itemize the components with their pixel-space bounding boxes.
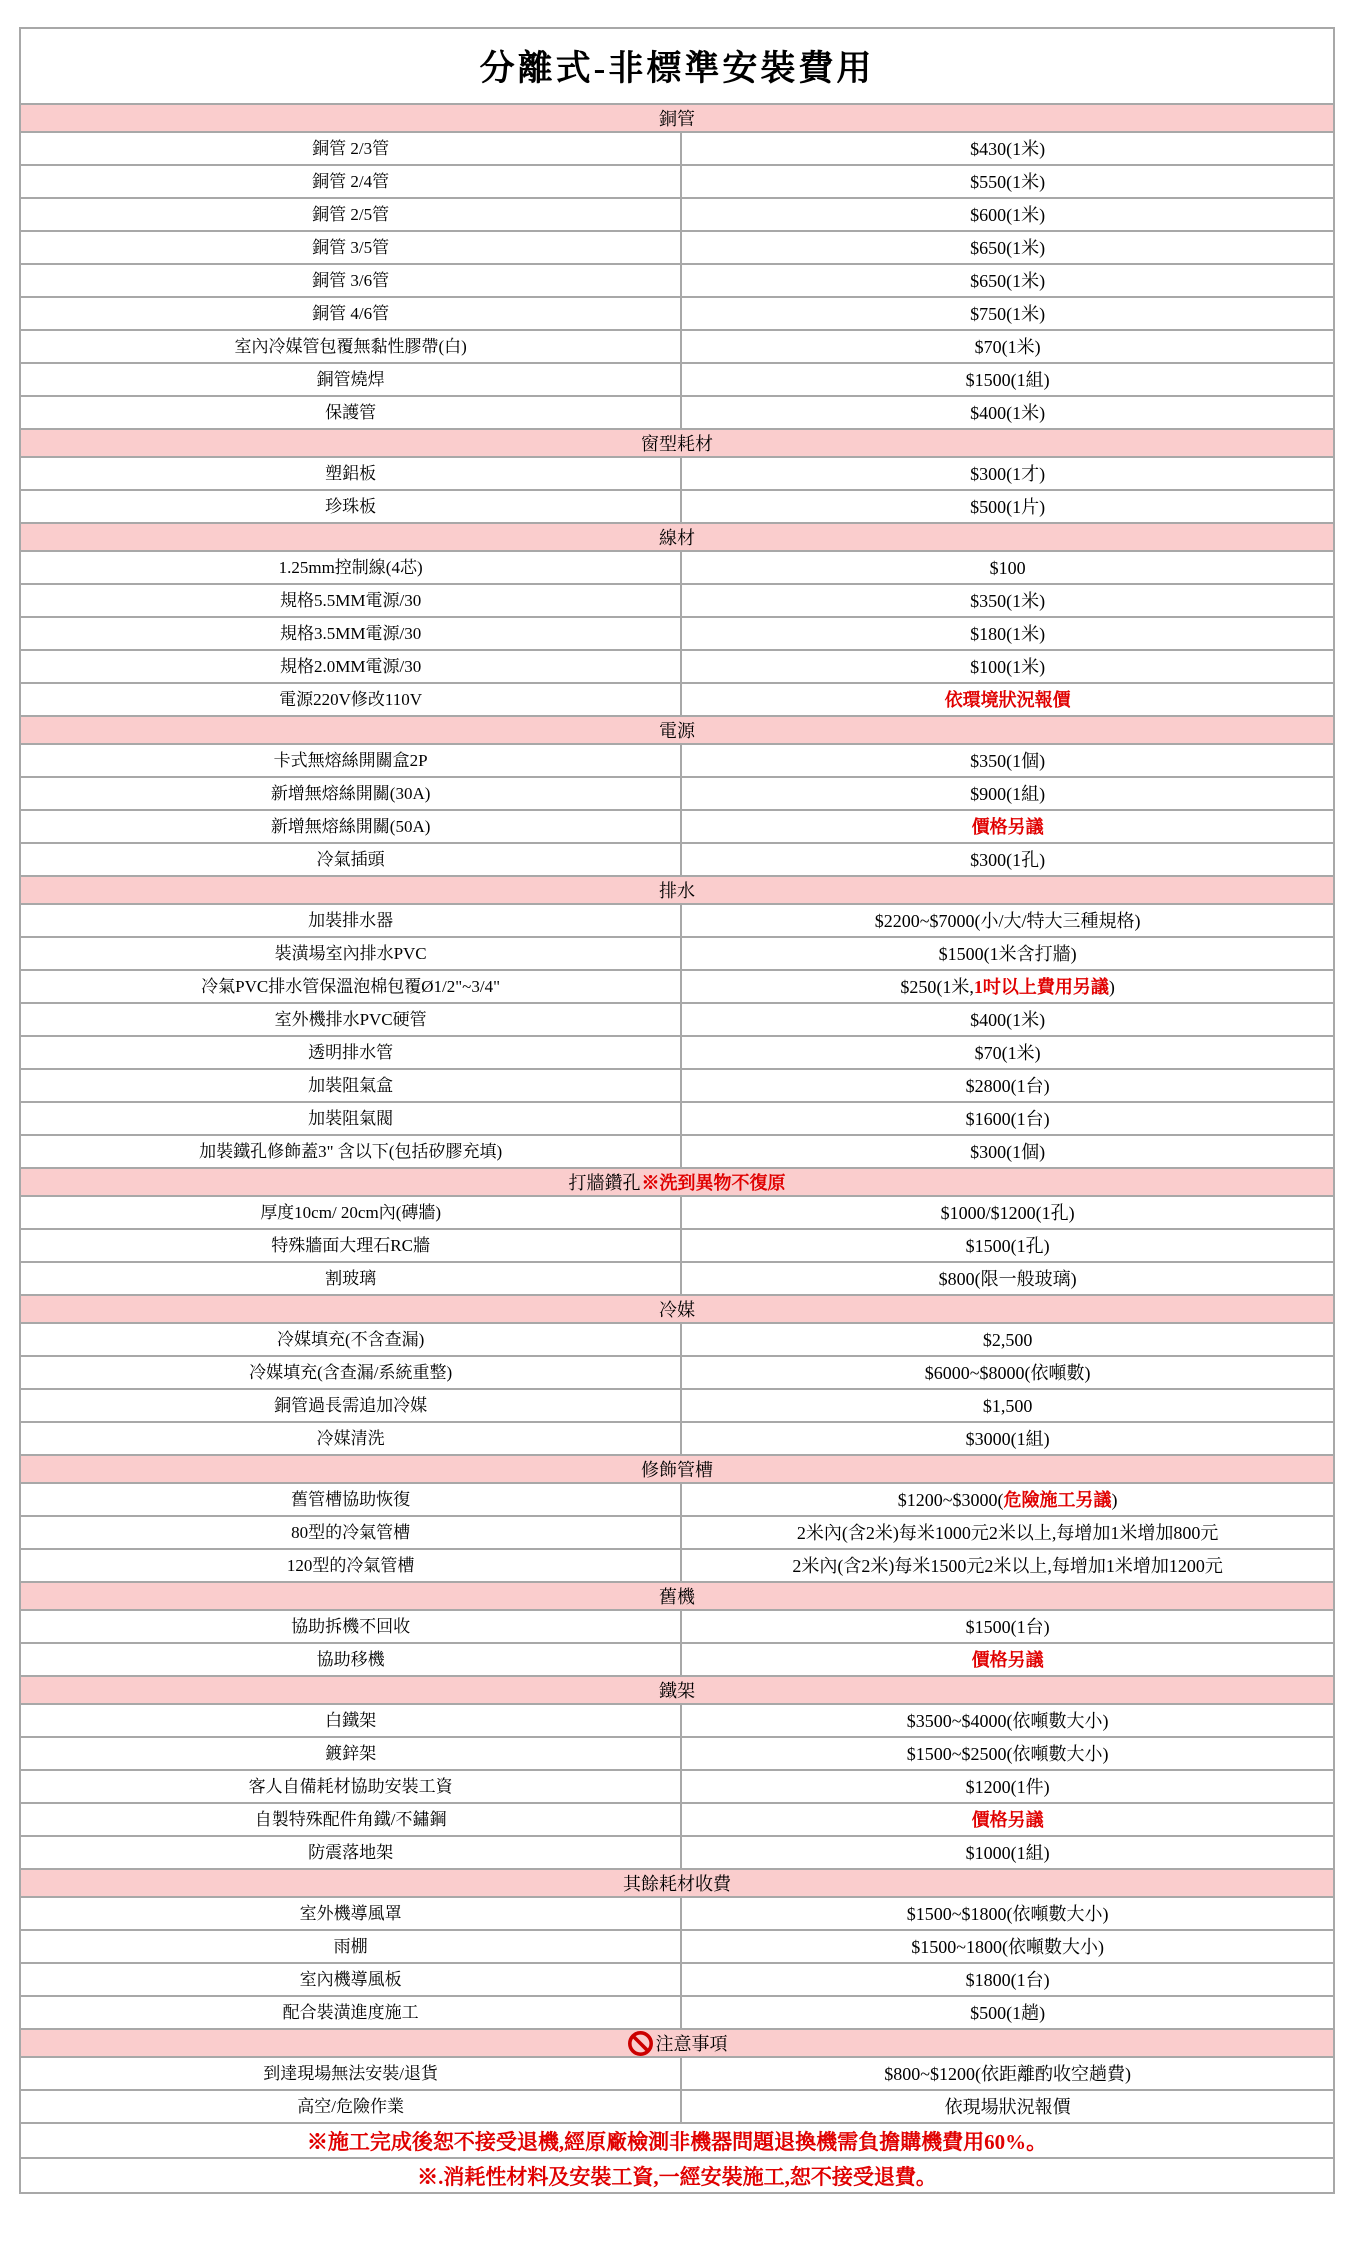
item-text: 銅管 3/6管 bbox=[312, 271, 390, 290]
item-text: 銅管過長需追加冷媒 bbox=[274, 1396, 428, 1415]
table-row bbox=[21, 458, 1333, 491]
price-cell bbox=[682, 232, 1333, 263]
price-text: $1500~$1800(依噸數大小) bbox=[906, 1903, 1109, 1924]
price-cell bbox=[682, 1103, 1333, 1134]
table-row bbox=[21, 1136, 1333, 1169]
price-cell bbox=[682, 651, 1333, 682]
item-text: 塑鋁板 bbox=[325, 464, 377, 483]
price-red-text: 價格另議 bbox=[971, 816, 1044, 837]
section-header bbox=[21, 430, 1333, 458]
section-header-text: 其餘耗材收費 bbox=[623, 1874, 731, 1894]
item-text: 客人自備耗材協助安裝工資 bbox=[248, 1777, 453, 1796]
item-cell bbox=[21, 1611, 682, 1642]
price-text: $1500(1台) bbox=[965, 1616, 1050, 1637]
price-cell bbox=[682, 1550, 1333, 1581]
price-text: $430(1米) bbox=[970, 138, 1046, 159]
table-row bbox=[21, 1070, 1333, 1103]
table-row bbox=[21, 1964, 1333, 1997]
item-text: 銅管燒焊 bbox=[316, 370, 385, 389]
price-text: $800(限一般玻璃) bbox=[938, 1268, 1077, 1289]
fee-table bbox=[19, 27, 1335, 2194]
item-cell bbox=[21, 1644, 682, 1675]
item-cell bbox=[21, 265, 682, 296]
table-row bbox=[21, 397, 1333, 430]
price-text: $1200(1件) bbox=[965, 1776, 1050, 1797]
price-text: $1800(1台) bbox=[965, 1969, 1050, 1990]
item-cell bbox=[21, 1136, 682, 1167]
item-cell bbox=[21, 458, 682, 489]
item-cell bbox=[21, 331, 682, 362]
table-row bbox=[21, 1037, 1333, 1070]
price-text: $2200~$7000(小/大/特大三種規格) bbox=[874, 910, 1141, 931]
item-cell bbox=[21, 811, 682, 842]
item-cell bbox=[21, 1550, 682, 1581]
price-cell bbox=[682, 298, 1333, 329]
item-text: 協助拆機不回收 bbox=[291, 1617, 411, 1636]
table-row bbox=[21, 1390, 1333, 1423]
price-cell bbox=[682, 1230, 1333, 1261]
price-cell bbox=[682, 1517, 1333, 1548]
section-header-text: 修飾管槽 bbox=[641, 1460, 713, 1480]
price-text: $1000/$1200(1孔) bbox=[940, 1202, 1075, 1223]
item-text: 銅管 4/6管 bbox=[312, 304, 390, 323]
price-cell bbox=[682, 844, 1333, 875]
item-cell bbox=[21, 778, 682, 809]
price-cell bbox=[682, 1263, 1333, 1294]
table-row bbox=[21, 491, 1333, 524]
item-text: 規格2.0MM電源/30 bbox=[280, 657, 422, 676]
price-cell bbox=[682, 618, 1333, 649]
item-cell bbox=[21, 1357, 682, 1388]
price-text: $600(1米) bbox=[970, 204, 1046, 225]
table-row bbox=[21, 1611, 1333, 1644]
section-header-text: 鐵架 bbox=[659, 1681, 695, 1701]
table-row bbox=[21, 1997, 1333, 2030]
price-cell bbox=[682, 1423, 1333, 1454]
price-cell bbox=[682, 1390, 1333, 1421]
item-cell bbox=[21, 1837, 682, 1868]
item-text: 加裝鐵孔修飾蓋3" 含以下(包括矽膠充填) bbox=[199, 1142, 503, 1161]
price-text: 2米內(含2米)每米1000元2米以上,每增加1米增加800元 bbox=[796, 1522, 1219, 1543]
section-header-text: 舊機 bbox=[659, 1587, 695, 1607]
price-text: $650(1米) bbox=[970, 270, 1046, 291]
item-text: 配合裝潢進度施工 bbox=[282, 2003, 419, 2022]
item-text: 冷媒填充(不含查漏) bbox=[276, 1330, 425, 1349]
table-row bbox=[21, 1804, 1333, 1837]
price-cell bbox=[682, 938, 1333, 969]
price-cell bbox=[682, 1804, 1333, 1835]
item-cell bbox=[21, 1423, 682, 1454]
item-cell bbox=[21, 1037, 682, 1068]
table-row bbox=[21, 684, 1333, 717]
price-text: $300(1個) bbox=[970, 1141, 1046, 1162]
price-text: $800~$1200(依距離酌收空趟費) bbox=[884, 2063, 1131, 2084]
section-header-text: 線材 bbox=[659, 528, 695, 548]
price-cell bbox=[682, 1484, 1333, 1515]
item-cell bbox=[21, 364, 682, 395]
price-text: $1200~$3000( bbox=[897, 1489, 1004, 1510]
price-text: $300(1才) bbox=[970, 463, 1046, 484]
price-text: $70(1米) bbox=[974, 336, 1041, 357]
note-red-text: ※施工完成後恕不接受退機,經原廠檢測非機器問題退換機需負擔購機費用60%。 bbox=[306, 2129, 1048, 2154]
price-cell bbox=[682, 1136, 1333, 1167]
section-header bbox=[21, 105, 1333, 133]
price-cell bbox=[682, 397, 1333, 428]
table-row bbox=[21, 1423, 1333, 1456]
item-text: 厚度10cm/ 20cm內(磚牆) bbox=[260, 1203, 442, 1222]
price-red-text: 1吋以上費用另議 bbox=[973, 976, 1109, 997]
section-header-text: 打牆鑽孔 bbox=[568, 1173, 641, 1193]
price-cell bbox=[682, 2091, 1333, 2122]
item-text: 新增無熔絲開關(50A) bbox=[270, 817, 431, 836]
price-red-text: 價格另議 bbox=[971, 1649, 1044, 1670]
item-text: 1.25mm控制線(4芯) bbox=[278, 558, 423, 577]
price-text: 2米內(含2米)每米1500元2米以上,每增加1米增加1200元 bbox=[792, 1555, 1223, 1576]
table-row bbox=[21, 905, 1333, 938]
price-cell bbox=[682, 552, 1333, 583]
section-header bbox=[21, 2030, 1333, 2058]
item-text: 珍珠板 bbox=[325, 497, 377, 516]
price-text: $1,500 bbox=[982, 1395, 1033, 1416]
item-text: 高空/危險作業 bbox=[297, 2097, 404, 2116]
item-cell bbox=[21, 905, 682, 936]
table-row bbox=[21, 1103, 1333, 1136]
table-row bbox=[21, 298, 1333, 331]
item-cell bbox=[21, 1898, 682, 1929]
item-cell bbox=[21, 1230, 682, 1261]
price-cell bbox=[682, 1738, 1333, 1769]
price-text: $300(1孔) bbox=[970, 849, 1046, 870]
table-row bbox=[21, 1517, 1333, 1550]
section-header bbox=[21, 717, 1333, 745]
price-text: $6000~$8000(依噸數) bbox=[924, 1362, 1091, 1383]
table-row bbox=[21, 1197, 1333, 1230]
item-cell bbox=[21, 133, 682, 164]
item-text: 新增無熔絲開關(30A) bbox=[270, 784, 431, 803]
price-text: $400(1米) bbox=[970, 402, 1046, 423]
price-text: ) bbox=[1111, 1489, 1118, 1510]
price-red-text: 價格另議 bbox=[971, 1809, 1044, 1830]
item-text: 白鐵架 bbox=[325, 1711, 377, 1730]
price-text: $3000(1組) bbox=[965, 1428, 1050, 1449]
section-header-text: 排水 bbox=[659, 881, 695, 901]
price-cell bbox=[682, 905, 1333, 936]
table-row bbox=[21, 1484, 1333, 1517]
item-cell bbox=[21, 1771, 682, 1802]
price-cell bbox=[682, 199, 1333, 230]
price-cell bbox=[682, 1004, 1333, 1035]
item-cell bbox=[21, 1263, 682, 1294]
table-row bbox=[21, 232, 1333, 265]
price-text: $1000(1組) bbox=[965, 1842, 1050, 1863]
table-row bbox=[21, 1644, 1333, 1677]
item-cell bbox=[21, 2058, 682, 2089]
item-text: 透明排水管 bbox=[308, 1043, 394, 1062]
item-text: 規格3.5MM電源/30 bbox=[280, 624, 422, 643]
item-cell bbox=[21, 2091, 682, 2122]
table-row bbox=[21, 199, 1333, 232]
price-cell bbox=[682, 1837, 1333, 1868]
item-text: 加裝阻氣閥 bbox=[308, 1109, 394, 1128]
price-cell bbox=[682, 1705, 1333, 1736]
price-text: $650(1米) bbox=[970, 237, 1046, 258]
price-cell bbox=[682, 166, 1333, 197]
item-text: 舊管槽協助恢復 bbox=[291, 1490, 411, 1509]
item-text: 室外機導風罩 bbox=[299, 1904, 402, 1923]
table-row bbox=[21, 745, 1333, 778]
item-cell bbox=[21, 1197, 682, 1228]
note-red-text: ※.消耗性材料及安裝工資,一經安裝施工,恕不接受退費。 bbox=[417, 2164, 937, 2189]
table-row bbox=[21, 1898, 1333, 1931]
item-cell bbox=[21, 1931, 682, 1962]
table-row bbox=[21, 1230, 1333, 1263]
price-text: $2,500 bbox=[982, 1329, 1033, 1350]
section-header bbox=[21, 877, 1333, 905]
item-text: 裝潢場室內排水PVC bbox=[274, 944, 427, 963]
item-text: 到達現場無法安裝/退貨 bbox=[263, 2064, 438, 2083]
item-text: 卡式無熔絲開關盒2P bbox=[273, 751, 428, 770]
page-title: 分離式-非標準安裝費用 bbox=[21, 29, 1333, 105]
item-text: 室內冷媒管包覆無黏性膠帶(白) bbox=[234, 337, 467, 356]
price-text: $250(1米, bbox=[900, 976, 974, 997]
item-cell bbox=[21, 1484, 682, 1515]
table-row bbox=[21, 2058, 1333, 2091]
table-row bbox=[21, 1324, 1333, 1357]
table-row bbox=[21, 133, 1333, 166]
table-row bbox=[21, 618, 1333, 651]
table-row bbox=[21, 811, 1333, 844]
table-row bbox=[21, 1837, 1333, 1870]
table-row bbox=[21, 1705, 1333, 1738]
price-cell bbox=[682, 1898, 1333, 1929]
table-row bbox=[21, 1550, 1333, 1583]
section-header-text: 窗型耗材 bbox=[641, 434, 713, 454]
price-cell bbox=[682, 1931, 1333, 1962]
price-cell bbox=[682, 133, 1333, 164]
price-text: $1500~1800(依噸數大小) bbox=[911, 1936, 1104, 1957]
item-cell bbox=[21, 1390, 682, 1421]
table-row bbox=[21, 1771, 1333, 1804]
price-text: $100(1米) bbox=[970, 656, 1046, 677]
price-text: 依現場狀況報價 bbox=[944, 2096, 1071, 2117]
item-cell bbox=[21, 1738, 682, 1769]
price-text: $70(1米) bbox=[974, 1042, 1041, 1063]
item-text: 室內機導風板 bbox=[299, 1970, 402, 1989]
price-cell bbox=[682, 585, 1333, 616]
item-text: 冷媒清洗 bbox=[316, 1429, 385, 1448]
price-cell bbox=[682, 265, 1333, 296]
item-text: 冷媒填充(含查漏/系統重整) bbox=[249, 1363, 453, 1382]
table-row bbox=[21, 1738, 1333, 1771]
section-header-text: 注意事項 bbox=[655, 2034, 728, 2054]
table-row bbox=[21, 651, 1333, 684]
price-text: $1500(1米含打牆) bbox=[938, 943, 1077, 964]
section-header bbox=[21, 1456, 1333, 1484]
price-cell bbox=[682, 1997, 1333, 2028]
table-row bbox=[21, 971, 1333, 1004]
item-cell bbox=[21, 1517, 682, 1548]
table-row bbox=[21, 265, 1333, 298]
note-row bbox=[21, 2124, 1333, 2159]
price-text: $100 bbox=[989, 557, 1026, 578]
price-cell bbox=[682, 811, 1333, 842]
item-cell bbox=[21, 199, 682, 230]
price-text: $500(1趟) bbox=[970, 2002, 1046, 2023]
price-cell bbox=[682, 1644, 1333, 1675]
item-cell bbox=[21, 1324, 682, 1355]
section-header bbox=[21, 1870, 1333, 1898]
item-cell bbox=[21, 938, 682, 969]
item-text: 冷氣PVC排水管保溫泡棉包覆Ø1/2"~3/4" bbox=[201, 977, 501, 996]
price-cell bbox=[682, 1197, 1333, 1228]
item-text: 銅管 3/5管 bbox=[312, 238, 390, 257]
item-cell bbox=[21, 1705, 682, 1736]
table-row bbox=[21, 552, 1333, 585]
item-cell bbox=[21, 1070, 682, 1101]
table-row bbox=[21, 1931, 1333, 1964]
item-text: 加裝阻氣盒 bbox=[308, 1076, 394, 1095]
item-cell bbox=[21, 684, 682, 715]
price-cell bbox=[682, 1771, 1333, 1802]
table-row bbox=[21, 1357, 1333, 1390]
price-cell bbox=[682, 491, 1333, 522]
price-cell bbox=[682, 684, 1333, 715]
price-cell bbox=[682, 971, 1333, 1002]
fee-table-body bbox=[21, 105, 1333, 2192]
table-row bbox=[21, 585, 1333, 618]
item-text: 割玻璃 bbox=[325, 1269, 377, 1288]
item-cell bbox=[21, 585, 682, 616]
table-row bbox=[21, 331, 1333, 364]
item-cell bbox=[21, 1964, 682, 1995]
table-row bbox=[21, 844, 1333, 877]
price-cell bbox=[682, 331, 1333, 362]
item-cell bbox=[21, 618, 682, 649]
table-row bbox=[21, 938, 1333, 971]
section-header-text: 銅管 bbox=[659, 109, 695, 129]
section-header bbox=[21, 1677, 1333, 1705]
section-header bbox=[21, 524, 1333, 552]
item-text: 冷氣插頭 bbox=[316, 850, 385, 869]
price-text: $900(1組) bbox=[970, 783, 1046, 804]
price-text: $180(1米) bbox=[970, 623, 1046, 644]
item-text: 特殊牆面大理石RC牆 bbox=[271, 1236, 430, 1255]
table-row bbox=[21, 364, 1333, 397]
item-text: 協助移機 bbox=[316, 1650, 385, 1669]
item-cell bbox=[21, 745, 682, 776]
price-cell bbox=[682, 1037, 1333, 1068]
item-text: 銅管 2/4管 bbox=[312, 172, 390, 191]
table-row bbox=[21, 778, 1333, 811]
section-header-red-text: ※洗到異物不復原 bbox=[641, 1173, 786, 1193]
item-cell bbox=[21, 1004, 682, 1035]
price-red-text: 危險施工另議 bbox=[1003, 1489, 1112, 1510]
price-text: $400(1米) bbox=[970, 1009, 1046, 1030]
price-text: ) bbox=[1108, 976, 1115, 997]
item-text: 120型的冷氣管槽 bbox=[286, 1556, 415, 1575]
item-cell bbox=[21, 651, 682, 682]
item-cell bbox=[21, 1103, 682, 1134]
item-cell bbox=[21, 1997, 682, 2028]
price-text: $750(1米) bbox=[970, 303, 1046, 324]
price-cell bbox=[682, 1611, 1333, 1642]
price-text: $500(1片) bbox=[970, 496, 1046, 517]
item-text: 自製特殊配件角鐵/不鏽鋼 bbox=[254, 1810, 447, 1829]
item-text: 保護管 bbox=[325, 403, 377, 422]
price-text: $1500~$2500(依噸數大小) bbox=[906, 1743, 1109, 1764]
item-cell bbox=[21, 552, 682, 583]
item-text: 雨棚 bbox=[333, 1937, 368, 1956]
price-text: $1500(1組) bbox=[965, 369, 1050, 390]
price-red-text: 依環境狀況報價 bbox=[944, 689, 1071, 710]
price-cell bbox=[682, 745, 1333, 776]
price-cell bbox=[682, 1357, 1333, 1388]
table-row bbox=[21, 166, 1333, 199]
price-cell bbox=[682, 1070, 1333, 1101]
table-row bbox=[21, 2091, 1333, 2124]
item-text: 銅管 2/3管 bbox=[312, 139, 390, 158]
section-header bbox=[21, 1169, 1333, 1197]
item-text: 防震落地架 bbox=[308, 1843, 394, 1862]
section-header bbox=[21, 1583, 1333, 1611]
item-cell bbox=[21, 971, 682, 1002]
table-row bbox=[21, 1263, 1333, 1296]
price-text: $350(1米) bbox=[970, 590, 1046, 611]
price-text: $2800(1台) bbox=[965, 1075, 1050, 1096]
no-entry-icon bbox=[627, 2030, 654, 2057]
price-cell bbox=[682, 2058, 1333, 2089]
item-text: 加裝排水器 bbox=[308, 911, 394, 930]
item-cell bbox=[21, 1804, 682, 1835]
price-cell bbox=[682, 364, 1333, 395]
item-cell bbox=[21, 298, 682, 329]
price-text: $3500~$4000(依噸數大小) bbox=[906, 1710, 1109, 1731]
item-cell bbox=[21, 232, 682, 263]
price-cell bbox=[682, 458, 1333, 489]
price-text: $550(1米) bbox=[970, 171, 1046, 192]
item-cell bbox=[21, 491, 682, 522]
price-cell bbox=[682, 778, 1333, 809]
note-row bbox=[21, 2159, 1333, 2192]
price-text: $1500(1孔) bbox=[965, 1235, 1050, 1256]
item-text: 規格5.5MM電源/30 bbox=[280, 591, 422, 610]
item-cell bbox=[21, 166, 682, 197]
section-header-text: 冷媒 bbox=[659, 1300, 695, 1320]
item-text: 80型的冷氣管槽 bbox=[291, 1523, 411, 1542]
price-cell bbox=[682, 1964, 1333, 1995]
price-cell bbox=[682, 1324, 1333, 1355]
item-text: 鍍鋅架 bbox=[325, 1744, 377, 1763]
price-text: $350(1個) bbox=[970, 750, 1046, 771]
item-cell bbox=[21, 844, 682, 875]
section-header bbox=[21, 1296, 1333, 1324]
item-cell bbox=[21, 397, 682, 428]
table-row bbox=[21, 1004, 1333, 1037]
item-text: 室外機排水PVC硬管 bbox=[274, 1010, 427, 1029]
item-text: 銅管 2/5管 bbox=[312, 205, 390, 224]
item-text: 電源220V修改110V bbox=[279, 690, 423, 709]
price-text: $1600(1台) bbox=[965, 1108, 1050, 1129]
section-header-text: 電源 bbox=[659, 721, 695, 741]
